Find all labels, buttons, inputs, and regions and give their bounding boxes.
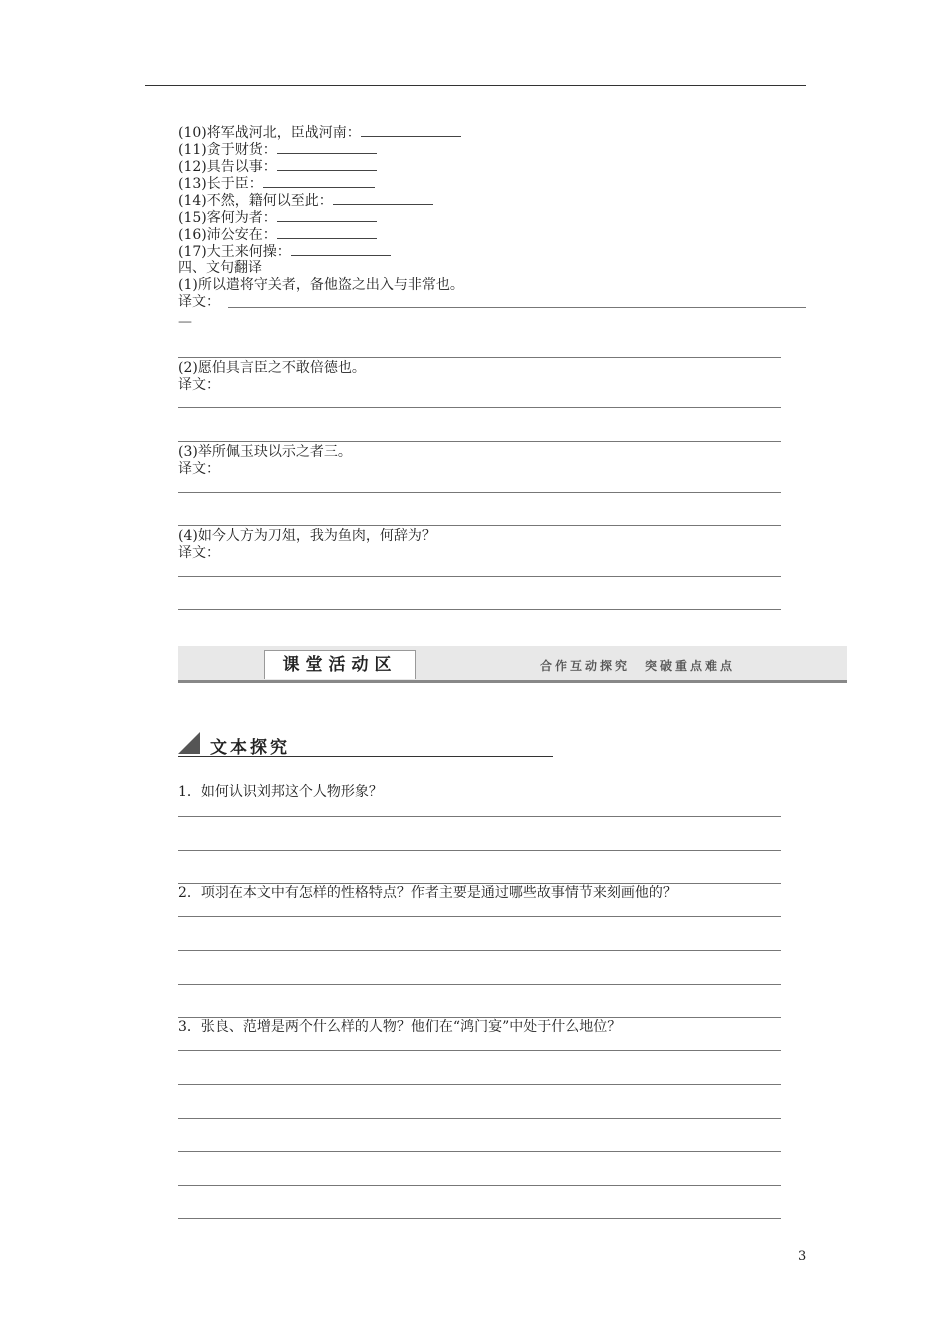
section-heading: 文本探究 bbox=[210, 738, 290, 758]
answer-line[interactable] bbox=[178, 816, 781, 817]
answer-blank[interactable] bbox=[277, 158, 377, 171]
question: 3．张良、范增是两个什么样的人物？他们在“鸿门宴”中处于什么地位？ bbox=[178, 1019, 622, 1035]
vocab-item: (14)不然，籍何以至此： bbox=[178, 192, 433, 210]
answer-line[interactable] bbox=[178, 576, 781, 577]
vocab-item: (16)沛公安在： bbox=[178, 226, 377, 244]
header-rule bbox=[145, 85, 806, 86]
question: 2．项羽在本文中有怎样的性格特点？作者主要是通过哪些故事情节来刻画他的？ bbox=[178, 885, 677, 901]
answer-line[interactable] bbox=[178, 984, 781, 985]
vocab-item: (10)将军战河北，臣战河南： bbox=[178, 124, 461, 142]
answer-blank[interactable] bbox=[291, 243, 391, 256]
sentence: (2)愿伯具言臣之不敢倍德也。 bbox=[178, 360, 366, 376]
vocab-item: (15)客何为者： bbox=[178, 209, 377, 227]
translation-label: 译文： bbox=[178, 461, 220, 477]
answer-blank[interactable] bbox=[277, 226, 377, 239]
answer-line[interactable] bbox=[178, 525, 781, 526]
answer-blank[interactable] bbox=[333, 192, 433, 205]
answer-blank[interactable] bbox=[263, 175, 375, 188]
vocab-item: (17)大王来何操： bbox=[178, 243, 391, 261]
answer-line[interactable] bbox=[178, 407, 781, 408]
answer-line[interactable] bbox=[178, 883, 781, 884]
vocab-item: (11)贪于财货： bbox=[178, 141, 377, 159]
answer-line[interactable] bbox=[178, 1151, 781, 1152]
answer-line[interactable] bbox=[178, 1218, 781, 1219]
vocab-item: (12)具告以事： bbox=[178, 158, 377, 176]
answer-line[interactable] bbox=[178, 1118, 781, 1119]
banner-subtitle: 合作互动探究 突破重点难点 bbox=[540, 659, 736, 673]
answer-line[interactable] bbox=[178, 916, 781, 917]
answer-blank[interactable] bbox=[277, 141, 377, 154]
question: 1．如何认识刘邦这个人物形象？ bbox=[178, 784, 383, 800]
answer-line[interactable] bbox=[178, 850, 781, 851]
answer-line[interactable] bbox=[178, 441, 781, 442]
answer-line[interactable] bbox=[178, 1084, 781, 1085]
translation-label: 译文： bbox=[178, 294, 220, 310]
continuation-dash: — bbox=[178, 314, 192, 330]
vocab-item: (13)长于臣： bbox=[178, 175, 375, 193]
sentence: (1)所以遣将守关者，备他盗之出入与非常也。 bbox=[178, 277, 464, 293]
translation-label: 译文： bbox=[178, 545, 220, 561]
sentence: (3)举所佩玉玦以示之者三。 bbox=[178, 444, 352, 460]
answer-line[interactable] bbox=[178, 1017, 781, 1018]
answer-blank[interactable] bbox=[361, 124, 461, 137]
section-title: 四、文句翻译 bbox=[178, 260, 262, 276]
answer-blank[interactable] bbox=[277, 209, 377, 222]
answer-line[interactable] bbox=[178, 357, 781, 358]
sentence: (4)如今人方为刀俎，我为鱼肉，何辞为？ bbox=[178, 528, 436, 544]
translation-label: 译文： bbox=[178, 377, 220, 393]
answer-line[interactable] bbox=[228, 307, 806, 308]
answer-line[interactable] bbox=[178, 492, 781, 493]
page-number: 3 bbox=[798, 1249, 807, 1264]
answer-line[interactable] bbox=[178, 1185, 781, 1186]
answer-line[interactable] bbox=[178, 609, 781, 610]
answer-line[interactable] bbox=[178, 1050, 781, 1051]
heading-rule bbox=[178, 756, 553, 757]
answer-line[interactable] bbox=[178, 950, 781, 951]
banner-title: 课堂活动区 bbox=[264, 650, 416, 679]
triangle-icon bbox=[178, 732, 200, 754]
